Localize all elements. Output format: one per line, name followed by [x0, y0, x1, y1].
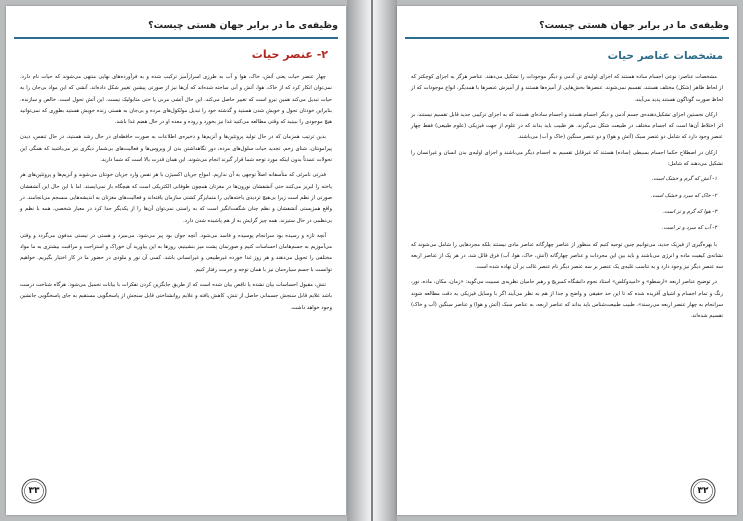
page-number-badge	[689, 477, 717, 505]
left-page	[6, 6, 346, 515]
page-number: ۳۲	[697, 486, 709, 496]
paragraph: در توضیح عناصر اربعه «ارسطو» و «امپدوکلس» استاد نجوم دانشگاه کمبریج و رهبر حامیان نظریه‌ی نسبیت می‌گوید: «زمان، مکان، ماده، نور، رنگ و تمام اجسام و اشیای آفریده شده که تا این حد حقیقی و واضح و جدا از هم به نظر می‌آیند اگر با وسایل فیزیکی به دقت مطالعه شوند سرانجام به چهار عنصر اربعه می‌رسند». طبیب طبیعت‌شناس باید بداند که عناصر اربعه، به عناصر سبک (آتش و هوا) و عناصر سنگین (آب و خاک) تقسیم شده‌اند.	[411, 279, 723, 320]
section-heading: مشخصات عناصر حیات	[607, 50, 723, 62]
spine-fold	[371, 0, 373, 521]
header-rule	[14, 37, 338, 39]
paragraph: ارکان در اصطلاح حکما اجسام بسیطی (ساده) هستند که غیرقابل تقسیم به اجسام دیگر می‌باشند و اجزای اولیه‌ی بدن انسان و غیرانسان را تشکیل می‌دهند که شامل:	[411, 149, 723, 168]
section-heading: ۲- عنصر حیات	[251, 48, 328, 61]
page-body	[411, 72, 723, 327]
book-spine	[347, 0, 397, 521]
paragraph: بدین ترتیب همزمان که در حال تولید پروتئین‌ها و آنزیم‌ها و ذخیره‌ی اطلاعات به صورت حافظه‌ای در حال رشد هستید، در حال تنفس، دیدن پیرامونتان، شنای زخم، تجدید حیات سلول‌های مرده، دور نگاهداشتن بدن از ویروس‌ها و فعالیت‌های بی‌شمار دیگری نیز می‌باشید که همگی این تحولات عمدتاً بدون اینکه مورد توجه شما قرار گیرند انجام می‌شوند. این همان قدرت بالا است که شما دارید.	[20, 134, 332, 164]
list-item: ۳- هوا که گرم و تر است.	[662, 208, 717, 215]
list-item: ۱- آتش که گرم و خشک است.	[651, 176, 717, 183]
paragraph: آنچه تازه و رسیده بود سرانجام پوسیده و فاسد می‌شود. آنچه جوان بود پیر می‌شود. می‌میرد و هستی در نیستی مدفون می‌گردد و وقتی می‌آموزیم به جسم‌هامان احساسات کنیم و صورتمان پشت میز بنشینیم، روزها به این بیاورید آن خوراک و استراحت و مراقبت بیشتری به ما مواد مختلفی را تحویل می‌دهند و هر روز غذا خورده غیرطبیعی و غیرانسانی باشد. کسی آن نور و ملودی در حضور ما در کار اختیار بگیریم. خواهیم توانست با جسم سیاره‌مان نیز با همان توجه و حرمت رفتار کنیم.	[20, 232, 332, 273]
paragraph: تنش، مقبول احساسات بیان نشده یا ناقص بیان شده است که از طریق جایگزین کردن تفکرات با بیانات تحمیل می‌شود. هرگاه شناخت درست باشد علایم قابل سنجش جسمانی حاصل از تنش، کاهش یافته و علایم روانشناختی قابل سنجش از پاسخگویی مستقیم به جای پاسخگویی جانشین وجود خواهد داشت.	[20, 282, 332, 311]
page-number-badge	[20, 477, 48, 505]
list-item: ۲- خاک که سرد و خشک است.	[650, 192, 717, 199]
page-header: وظیفه‌ی ما در برابر جهان هستی چیست؟	[148, 20, 338, 31]
page-number: ۳۳	[28, 486, 40, 496]
page-header: وظیفه‌ی ما در برابر جهان هستی چیست؟	[539, 20, 729, 31]
page-body	[20, 72, 332, 318]
paragraph: چهار عنصر حیات یعنی آتش، خاک، هوا و آب به طرزی اسرارآمیز ترکیب شده و به فرآورده‌های نهایی منتهی می‌شوند که حیات نام دارد. نمی‌توان انکار کرد که از خاک، هوا، آتش و آبی ساخته شده‌اند که آن‌ها نیز از صورتی پیشین تغییر شکل داده‌اند. آتشی که این مواد بی‌جان را به حیات تبدیل می‌کند همین نیرو است که تغییر حاصل می‌کند. این حال آتشی مربی یا حتی متابولیک نیست. این آتش تحول است. خالص و سازنده. بنابراین خودتان تحول و خویش شدن هستید و گذشته خود را تبدیل مولکول‌های مرده و بی‌جان به هستی زنده خویش هستید بطوری که نمی‌توانید هیچ موجودی را ببینید که وقتی مطالعه می‌کنید غذا نیز بخورد و روده و معده او در حال هضم غذا باشد.	[20, 74, 332, 126]
paragraph: مشخصات عناصر: نوعی اجسام ساده هستند که اجزای اولیه‌ی تن آدمی و دیگر موجودات را تشکیل می‌دهند. عناصر هرگز به اجزای کوچکتر که از لحاظ ظاهر (شکل) مختلف هستند، تقسیم نمی‌شوند. عنصرها بخش‌هایی از آمیزه‌ها هستند و از آمیزش عنصرها با همدیگر، انواع موجودات که از لحاظ صورت گوناگون هستند پدید می‌آیند.	[411, 74, 723, 103]
list-item: ۴- آب که سرد و تر است.	[662, 225, 717, 232]
paragraph: ارکان نخستین اجزای تشکیل‌دهنده‌ی جسم آدمی و دیگر اجسام هستند و اجسام ساده‌ای هستند که به اجزای ترکیبی جدید قابل تقسیم نیستند، بر اثر اختلاط آن‌ها است که اجسام مختلف در طبیعت شکل می‌گیرند. هر طبیب باید بداند که در علوم از جهت فیزیکی (علوم طبیعی) فقط چهار عنصر وجود دارد که شامل دو عنصر سبک (آتش و هوا) و دو عنصر سنگین (خاک و آب) می‌باشند.	[411, 111, 723, 141]
paragraph: قدرتی نامرئی که متأسفانه اصلاً توجهی به آن نداریم. امواج جریان اکسیژن با هر نفس وارد جریان خونتان می‌شوند و آنزیم‌ها و پروتئین‌های هر یاخته را لبریز می‌کنند حتی آتشفشان نورون‌ها در مغزتان همچون طوفانی الکتریکی است که هیچگاه باز نمی‌ایستد. اما با این حال این آتشفشان صورتی از نظم است زیرا بی‌هیچ تردیدی یاخته‌هایی را متمایزگر کشتی سازمان یافته‌اند و فعالیت‌های مغزتان به اندیشه‌هایی منسجم می‌انجامند. در واقع همزیستی آتشفشان و نظم چنان شگفت‌انگیز است که به راستی نمی‌توان آن‌ها را از یکدیگر جدا کرد در معیار شخصی، همه با نظم و بی‌نظمی در حال ستیزند. همه چیز گرایش به از هم پاشیده شدن دارد.	[20, 172, 332, 224]
paragraph: با بهره‌گیری از فیزیک جدید، می‌توانیم چنین توجیه کنیم که منظور از عناصر چهارگانه عناصر مادی نیستند بلکه مجردهایی را شامل می‌شوند که نشانه‌ی کیفیت ماده و انرژی می‌باشند و باید بین این مجردات و عناصر چهارگانه (آتش، خاک، هوا، آب) فرق قائل شد. در هر یک از عناصر اربعه سه عنصر دیگر نیز وجود دارد و به تناسب غلبه‌ی یک عنصر بر سه عنصر دیگر نام عنصر غالب بر آن نهاده شده است.	[411, 241, 723, 271]
right-page	[397, 6, 737, 515]
header-rule	[405, 37, 729, 39]
